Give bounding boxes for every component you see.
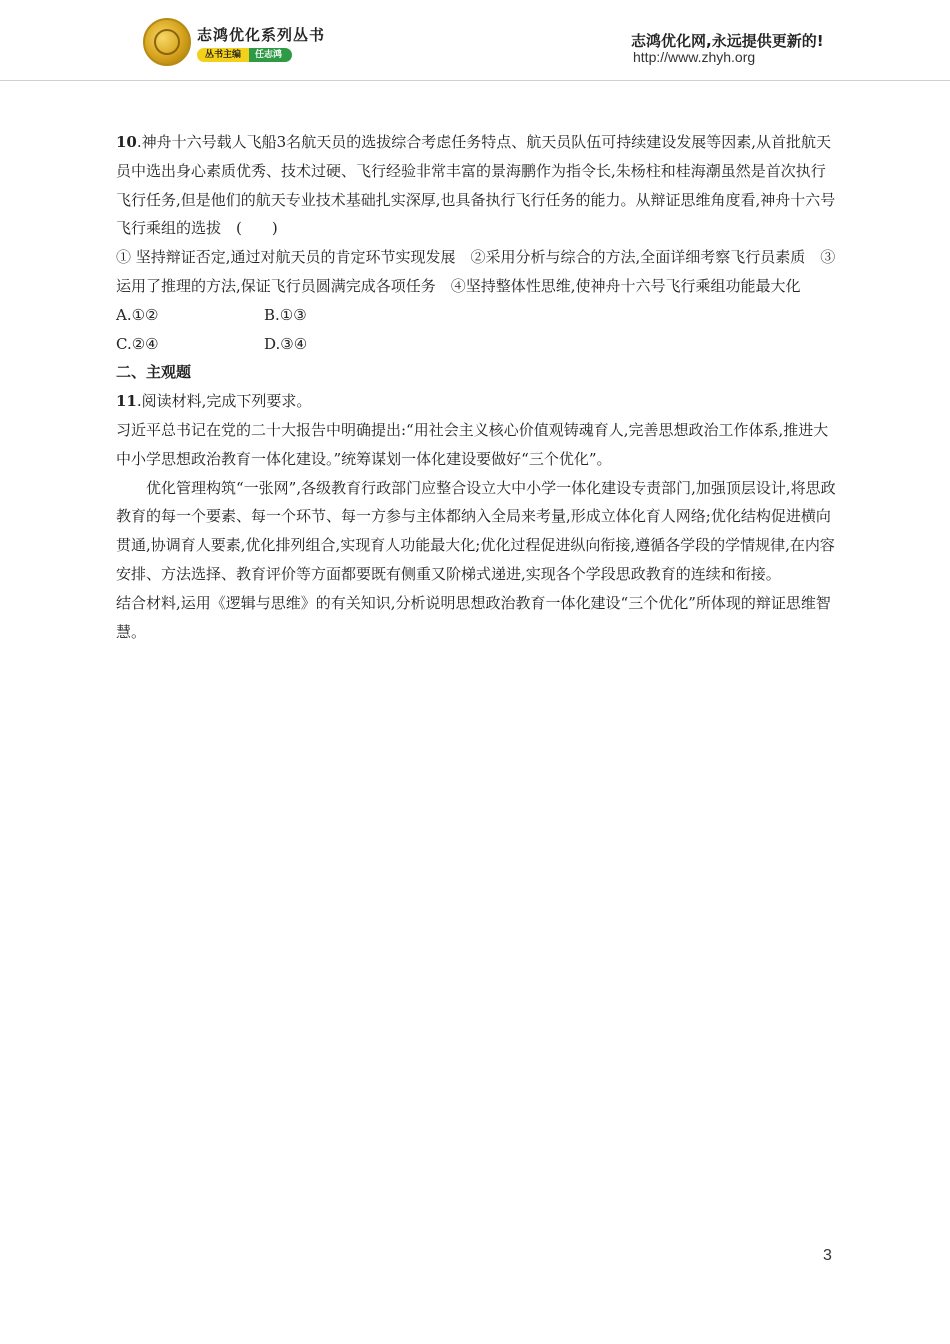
question-10-stem [116, 128, 836, 243]
option-b: B.①③ [264, 305, 307, 324]
question-10-number: 10 [116, 133, 137, 151]
header-divider [0, 80, 950, 81]
editor-label: 丛书主编 [197, 48, 249, 62]
editor-name: 任志鸿 [249, 48, 292, 62]
page-number: 3 [823, 1247, 832, 1264]
section-title: 二、主观题 [116, 363, 192, 382]
seal-logo-icon [143, 18, 191, 66]
material-paragraph-2: 优化管理构筑“一张网”,各级教育行政部门应整合设立大中小学一体化建设专责部门,加强顶层设计,将思政教育的每一个要素、每一个环节、每一方参与主体都纳入全局来考量,形成立体化育人网络;优化结构促进横向贯通,协调育人要素,优化排列组合,实现育人功能最大化;优化过程促进纵向衔接,遵循各学段的学情规律,在内容安排、方法选择、教育评价等方面都要既有侧重又阶梯式递进,实现各个学段思政教育的连续和衔接。 [116, 478, 836, 583]
question-11-number: 11 [116, 392, 137, 411]
question-10-statements: ① 坚持辩证否定,通过对航天员的肯定环节实现发展 ②采用分析与综合的方法,全面详细考察飞行员素质 ③运用了推理的方法,保证飞行员圆满完成各项任务 ④坚持整体性思维,使神舟十六号飞行乘组功能最大化 [116, 248, 836, 295]
option-a: A.①② [116, 305, 159, 324]
option-d: D.③④ [264, 334, 308, 353]
question-11-requirement: 结合材料,运用《逻辑与思维》的有关知识,分析说明思想政治教育一体化建设“三个优化”所体现的辩证思维智慧。 [116, 593, 831, 641]
series-title: 志鸿优化系列丛书 [197, 26, 326, 44]
option-c: C.②④ [116, 334, 159, 353]
editor-badge [197, 48, 292, 62]
question-10-text: .神舟十六号载人飞船3名航天员的选拔综合考虑任务特点、航天员队伍可持续建设发展等因素,从首批航天员中选出身心素质优秀、技术过硬、飞行经验非常丰富的景海鹏作为指令长,朱杨柱和桂海潮虽然是首次执行飞行任务,但是他们的航天专业技术基础扎实深厚,也具备执行飞行任务的能力。从辩证思维角度看,神舟十六号飞行乘组的选拔 ( ) [116, 133, 836, 238]
slogan: 志鸿优化网,永远提供更新的! [631, 32, 824, 50]
question-10-options [116, 301, 836, 359]
question-11-prompt [116, 387, 836, 416]
material-paragraph-1: 习近平总书记在党的二十大报告中明确提出:“用社会主义核心价值观铸魂育人,完善思想政治工作体系,推进大中小学思想政治教育一体化建设。”统筹谋划一体化建设要做好“三个优化”。 [116, 420, 829, 468]
document-body [116, 128, 836, 646]
question-11-text: .阅读材料,完成下列要求。 [136, 392, 312, 411]
page-header [0, 0, 950, 80]
site-url[interactable]: http://www.zhyh.org [633, 49, 756, 65]
